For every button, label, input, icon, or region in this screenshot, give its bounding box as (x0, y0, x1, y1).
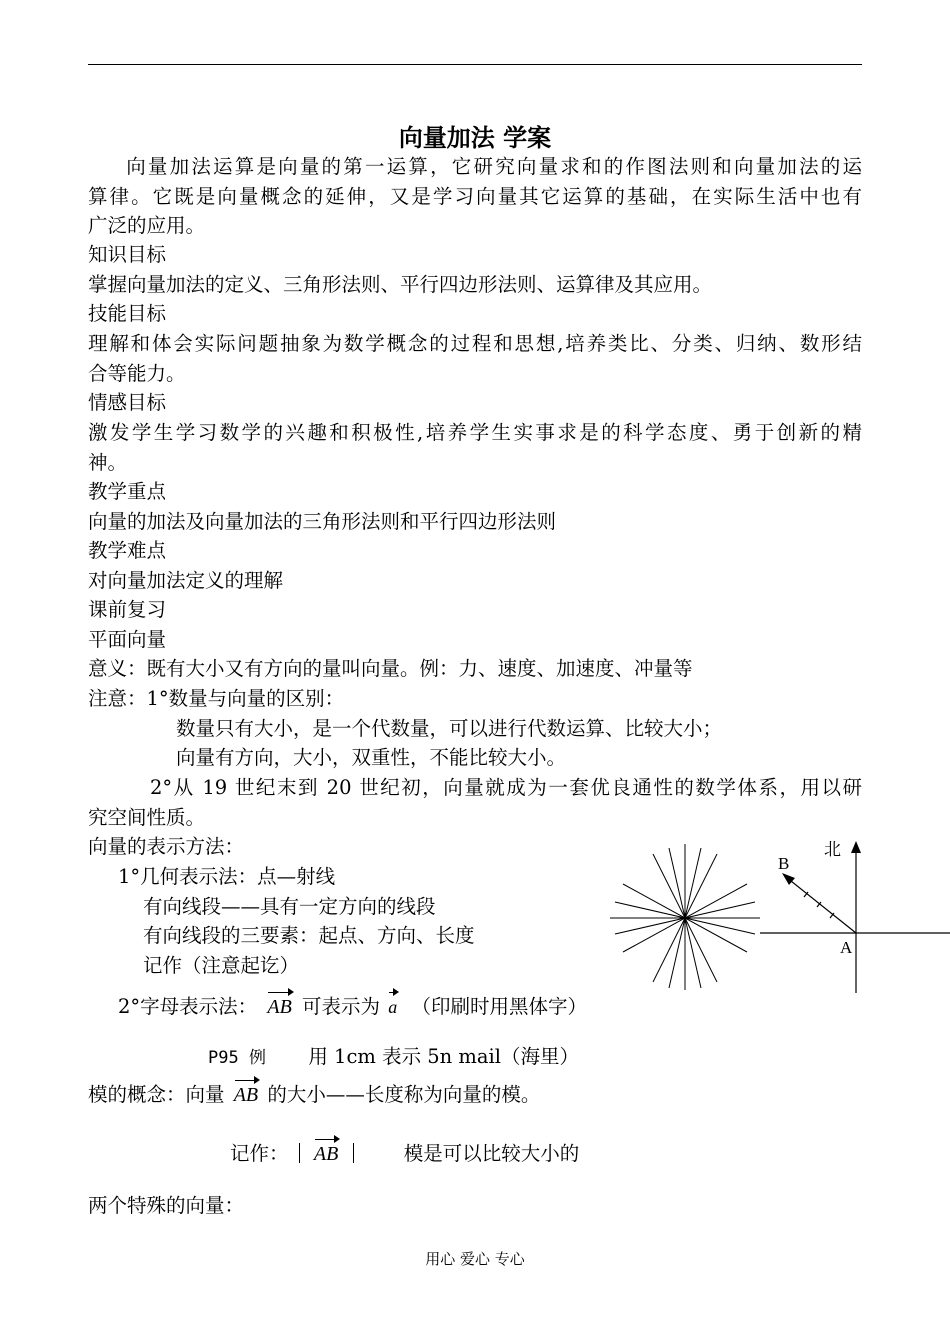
geo-text: 1°几何表示法：点—射线 (118, 865, 336, 888)
intro-line-2: 算律。它既是向量概念的延伸，又是学习向量其它运算的基础，在实际生活中也有 (88, 185, 862, 208)
meaning-text: 意义：既有大小又有方向的量叫向量。例：力、速度、加速度、冲量等 (88, 657, 693, 680)
p95-label: P95 例 (208, 1048, 266, 1068)
letter-mid: 可表示为 (302, 995, 381, 1018)
repr-heading: 向量的表示方法： (88, 835, 245, 858)
skill-text-1: 理解和体会实际问题抽象为数学概念的过程和思想,培养类比、分类、归纳、数形结 (88, 332, 862, 355)
geo-c-text: 记作（注意起讫） (143, 954, 300, 977)
vector-a-notation: a (388, 992, 397, 1020)
skill-text-2: 合等能力。 (88, 362, 186, 385)
special-heading: 两个特殊的向量： (88, 1194, 245, 1217)
compass-vector-figure (760, 835, 950, 995)
review-heading: 课前复习 (88, 598, 167, 621)
intro-line-1: 向量加法运算是向量的第一运算，它研究向量求和的作图法则和向量加法的运 (124, 155, 862, 178)
point-b-label: B (778, 854, 790, 873)
north-arrowhead (851, 841, 861, 853)
note-b-text: 向量有方向，大小，双重性，不能比较大小。 (176, 746, 567, 769)
letter-repr-line (118, 992, 587, 1020)
point-a-label: A (840, 938, 853, 957)
plane-heading: 平面向量 (88, 628, 167, 651)
page-title: 向量加法 学案 (398, 124, 552, 152)
modulus-line (88, 1080, 540, 1108)
abs-bar-left (299, 1143, 300, 1163)
direction-star-figure (605, 842, 765, 992)
knowledge-heading: 知识目标 (88, 243, 167, 266)
difficulty-heading: 教学难点 (88, 539, 167, 562)
notation-suffix: 模是可以比较大小的 (403, 1142, 580, 1165)
notation-vector: AB (314, 1139, 338, 1167)
geo-b-text: 有向线段的三要素：起点、方向、长度 (143, 924, 475, 947)
emotion-heading: 情感目标 (88, 391, 167, 414)
emotion-text-1: 激发学生学习数学的兴趣和积极性,培养学生实事求是的科学态度、勇于创新的精 (88, 421, 862, 444)
header-rule (88, 64, 862, 65)
p95-desc: 用 1cm 表示 5n mail（海里） (308, 1045, 580, 1068)
note2-line-2: 究空间性质。 (88, 806, 206, 829)
skill-heading: 技能目标 (88, 302, 167, 325)
notation-prefix: 记作： (230, 1142, 289, 1165)
abs-bar-right (353, 1143, 354, 1163)
note-text: 注意：1°数量与向量的区别： (88, 687, 345, 710)
key-text: 向量的加法及向量加法的三角形法则和平行四边形法则 (88, 510, 557, 533)
north-label: 北 (824, 840, 841, 860)
modulus-vector: AB (234, 1080, 258, 1108)
notation-line (230, 1139, 579, 1167)
vector-ab-notation: AB (267, 992, 291, 1020)
p95-line (208, 1044, 579, 1071)
note-a-text: 数量只有大小，是一个代数量，可以进行代数运算、比较大小； (176, 717, 723, 740)
modulus-prefix: 模的概念：向量 (88, 1083, 225, 1106)
page-footer: 用心 爱心 专心 (425, 1250, 525, 1268)
difficulty-text: 对向量加法定义的理解 (88, 569, 284, 592)
modulus-suffix: 的大小——长度称为向量的模。 (267, 1083, 541, 1106)
emotion-text-2: 神。 (88, 451, 128, 474)
intro-line-3: 广泛的应用。 (88, 214, 206, 237)
note2-line-1: 2°从 19 世纪末到 20 世纪初，向量就成为一套优良通性的数学体系，用以研 (150, 776, 862, 799)
key-heading: 教学重点 (88, 480, 167, 503)
letter-suffix: （印刷时用黑体字） (411, 995, 587, 1018)
vector-ab-line (786, 877, 856, 933)
letter-prefix: 2°字母表示法： (118, 995, 258, 1018)
knowledge-text: 掌握向量加法的定义、三角形法则、平行四边形法则、运算律及其应用。 (88, 273, 713, 296)
geo-a-text: 有向线段——具有一定方向的线段 (143, 895, 436, 918)
